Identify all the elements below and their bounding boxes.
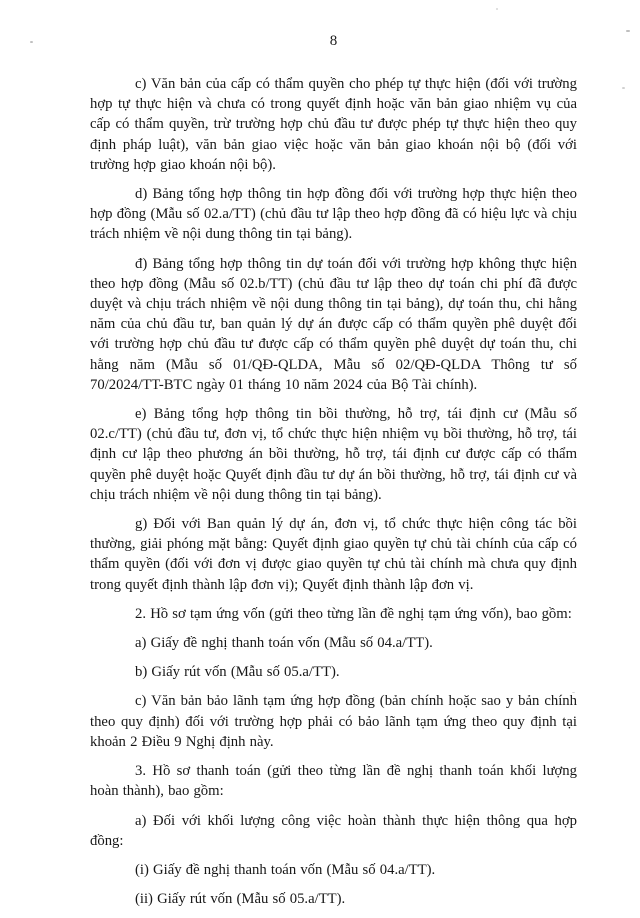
- paragraph-d-bang-tong-hop-hop-dong: d) Bảng tổng hợp thông tin hợp đồng đối với trường hợp thực hiện theo hợp đồng (Mẫu số 02.a/TT) (chủ đầu tư lập theo hợp đồng đã có hiệu lực và chịu trách nhiệm về nội dung thông tin tại bảng).: [90, 186, 577, 243]
- item-ii-giay-rut-von: (ii) Giấy rút vốn (Mẫu số 05.a/TT).: [135, 891, 346, 908]
- paragraph-e-bang-tong-hop-boi-thuong: e) Bảng tổng hợp thông tin bồi thường, hỗ trợ, tái định cư (Mẫu số 02.c/TT) (chủ đầu tư, đơn vị, tổ chức thực hiện nhiệm vụ bồi thường, hỗ trợ, tái định cư lập theo phương án bồi thường, hỗ trợ, tái định cư được cấp có thẩm quyền phê duyệt hoặc Quyết định đầu tư dự án bồi thường, hỗ trợ, tái định cư và chịu trách nhiệm về nội dung thông tin tại bảng).: [90, 406, 577, 503]
- scan-speck: [30, 41, 33, 43]
- item-b-giay-rut-von: b) Giấy rút vốn (Mẫu số 05.a/TT).: [135, 664, 340, 681]
- item-3-ho-so-thanh-toan: 3. Hồ sơ thanh toán (gửi theo từng lần đề nghị thanh toán khối lượng hoàn thành), bao gồm:: [90, 763, 577, 800]
- scan-speck: [496, 8, 498, 10]
- paragraph-c-van-ban-cap-tham-quyen: c) Văn bản của cấp có thẩm quyền cho phép tự thực hiện (đối với trường hợp tự thực hiện và chưa có trong quyết định hoặc văn bản giao nhiệm vụ của cấp có thẩm quyền, trừ trường hợp chủ đầu tư được phép tự thực hiện theo quy định pháp luật), văn bản giao việc hoặc văn bản giao khoán nội bộ (đối với trường hợp giao khoán nội bộ).: [90, 76, 577, 173]
- scan-speck: [622, 87, 625, 89]
- paragraph-g-ban-quan-ly-du-an: g) Đối với Ban quản lý dự án, đơn vị, tổ chức thực hiện công tác bồi thường, giải phóng mặt bằng: Quyết định giao quyền tự chủ tài chính của cấp có thẩm quyền (đối với đơn vị được giao quyền tự chủ tài chính mà chưa quy định trong quyết định thành lập đơn vị); Quyết định thành lập đơn vị.: [90, 516, 577, 593]
- item-2-ho-so-tam-ung-von: 2. Hồ sơ tạm ứng vốn (gửi theo từng lần đề nghị tạm ứng vốn), bao gồm:: [135, 605, 572, 622]
- item-a-giay-de-nghi-thanh-toan: a) Giấy đề nghị thanh toán vốn (Mẫu số 04.a/TT).: [135, 635, 433, 652]
- scan-speck: [626, 30, 630, 32]
- item-c-van-ban-bao-lanh: c) Văn bản bảo lãnh tạm ứng hợp đồng (bản chính hoặc sao y bản chính theo quy định) đối với trường hợp phải có bảo lãnh tạm ứng theo quy định tại khoản 2 Điều 9 Nghị định này.: [90, 693, 577, 750]
- item-a-khoi-luong-hoan-thanh: a) Đối với khối lượng công việc hoàn thành thực hiện thông qua hợp đồng:: [90, 812, 577, 849]
- paragraph-dd-bang-tong-hop-du-toan: đ) Bảng tổng hợp thông tin dự toán đối với trường hợp không thực hiện theo hợp đồng (Mẫu số 02.b/TT) (chủ đầu tư lập theo dự toán chi phí đã được duyệt và chịu trách nhiệm về nội dung thông tin tại bảng), dự toán thu, chi hằng năm của chủ đầu tư, ban quản lý dự án được cấp có thẩm quyền phê duyệt đối với trường hợp chủ đầu tư được cấp có thẩm quyền phê duyệt dự toán thu, chi hằng năm (Mẫu số 01/QĐ-QLDA, Mẫu số 02/QĐ-QLDA Thông tư số 70/2024/TT-BTC ngày 01 tháng 10 năm 2024 của Bộ Tài chính).: [90, 255, 577, 393]
- item-i-giay-de-nghi-thanh-toan: (i) Giấy đề nghị thanh toán vốn (Mẫu số 04.a/TT).: [135, 861, 436, 878]
- document-body: [90, 74, 577, 918]
- page-number: 8: [329, 33, 338, 49]
- scan-speck: [572, 692, 575, 693]
